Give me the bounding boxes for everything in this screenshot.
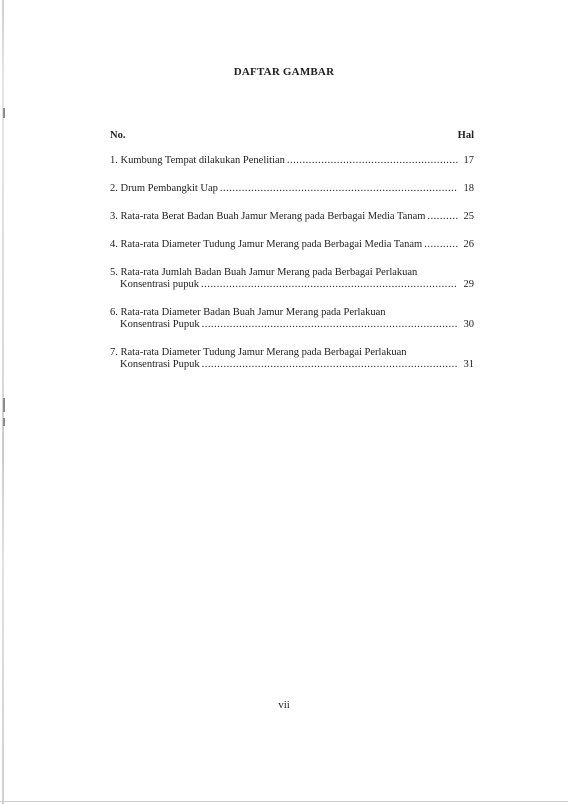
leader-dots — [201, 279, 458, 291]
entry-title: 6. Rata-rata Diameter Badan Buah Jamur Merang pada Perlakuan — [110, 307, 386, 318]
entry-title: 7. Rata-rata Diameter Tudung Jamur Merang pada Berbagai Perlakuan — [110, 347, 407, 358]
entry-title-continuation: Konsentrasi Pupuk — [120, 319, 200, 330]
toc-entry-4[interactable] — [110, 239, 474, 251]
entry-title: 2. Drum Pembangkit Uap — [110, 183, 218, 194]
toc-entry-6[interactable] — [110, 307, 474, 331]
entry-page-number: 29 — [463, 279, 474, 290]
scan-bottom-edge — [0, 801, 568, 802]
entry-title-continuation: Konsentrasi Pupuk — [120, 359, 200, 370]
entry-title: 1. Kumbung Tempat dilakukan Penelitian — [110, 155, 285, 166]
entry-title: 4. Rata-rata Diameter Tudung Jamur Merang pada Berbagai Media Tanam — [110, 239, 423, 250]
entry-page-number: 30 — [463, 319, 474, 330]
entry-title: 3. Rata-rata Berat Badan Buah Jamur Merang pada Berbagai Media Tanam — [110, 211, 426, 222]
entry-title-continuation: Konsentrasi pupuk — [120, 279, 200, 290]
toc-entry-2[interactable] — [110, 183, 474, 195]
table-of-figures — [110, 130, 474, 387]
page-title: DAFTAR GAMBAR — [233, 66, 335, 78]
leader-dots — [287, 155, 458, 167]
entry-page-number: 31 — [463, 359, 474, 370]
leader-dots — [202, 359, 458, 371]
scan-artifact-mark — [3, 418, 5, 426]
entry-page-number: 26 — [463, 239, 474, 250]
leader-dots — [220, 183, 458, 195]
number-column-header: No. — [110, 130, 126, 141]
entry-page-number: 18 — [463, 183, 474, 194]
scan-artifact-mark — [3, 398, 5, 412]
entry-page-number: 25 — [463, 211, 474, 222]
toc-entry-3[interactable] — [110, 211, 474, 223]
toc-header — [110, 130, 474, 142]
leader-dots — [202, 319, 458, 331]
leader-dots — [424, 239, 458, 251]
toc-entry-5[interactable] — [110, 267, 474, 291]
leader-dots — [427, 211, 458, 223]
toc-entry-1[interactable] — [110, 155, 474, 167]
entry-title: 5. Rata-rata Jumlah Badan Buah Jamur Merang pada Berbagai Perlakuan — [110, 267, 418, 278]
toc-entry-7[interactable] — [110, 347, 474, 371]
page-column-header: Hal — [457, 130, 474, 141]
entry-page-number: 17 — [463, 155, 474, 166]
page-number: vii — [278, 699, 290, 711]
scan-artifact-mark — [3, 108, 5, 118]
